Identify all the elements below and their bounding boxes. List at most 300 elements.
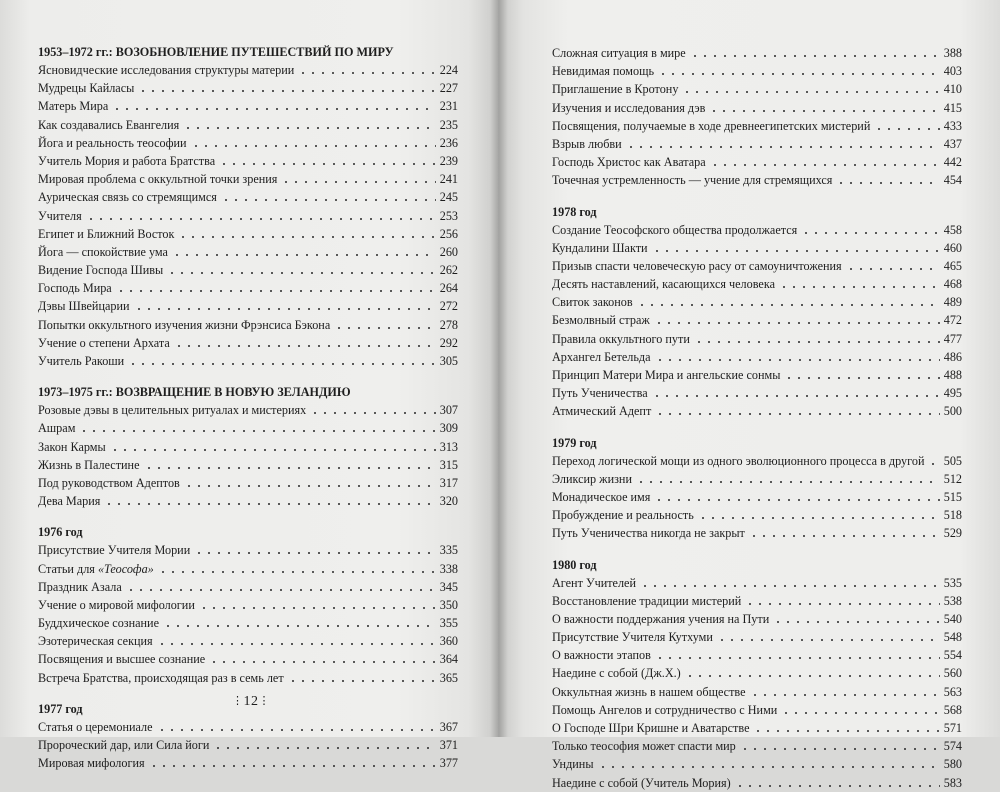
dot-leader [773, 611, 939, 623]
toc-entry-title-text: Под руководством Адептов [38, 475, 180, 490]
toc-entry-page: 278 [439, 317, 458, 332]
dot-leader [183, 117, 436, 129]
toc-entry-title-text: Ундины [552, 757, 594, 772]
toc-entry [38, 279, 458, 297]
toc-entry-page: 345 [439, 579, 458, 594]
dot-leader [694, 331, 940, 343]
toc-entry-title [552, 701, 777, 719]
toc-entry-title [38, 152, 215, 170]
toc-entry [552, 330, 962, 348]
toc-entry-title [552, 330, 690, 348]
toc-entry-title [38, 474, 180, 492]
toc-entry-page: 580 [943, 757, 962, 772]
toc-entry-title-text: Свиток законов [552, 295, 633, 310]
toc-entry-page: 371 [439, 738, 458, 752]
toc-entry [38, 596, 458, 614]
toc-entry [552, 610, 962, 628]
toc-entry-page: 500 [943, 404, 962, 419]
toc-entry-title [38, 438, 106, 456]
dot-leader [221, 189, 436, 201]
section-gap [552, 190, 962, 204]
dot-leader [654, 312, 940, 324]
dot-leader [112, 98, 435, 110]
toc-entry-title [38, 578, 122, 596]
toc-entry-page: 495 [943, 386, 962, 401]
dot-leader [209, 651, 436, 663]
toc-entry-title-text: Приглашение в Кротону [552, 82, 679, 97]
toc-entry-page: 320 [439, 494, 458, 509]
toc-entry-page: 305 [439, 354, 458, 368]
toc-entry-page: 442 [943, 155, 962, 170]
toc-entry-title [552, 628, 713, 646]
toc-entry-page: 241 [439, 172, 458, 187]
toc-entry-title-text: Десять наставлений, касающихся человека [552, 277, 775, 292]
toc-entry-title [552, 62, 654, 80]
dot-leader [740, 738, 940, 750]
toc-entry [38, 456, 458, 474]
dot-leader [658, 63, 940, 75]
toc-entry-page: 548 [943, 630, 962, 645]
toc-entry-title-text: Как создавались Евангелия [38, 117, 180, 132]
dot-leader [654, 489, 939, 501]
toc-entry-title-text: Посвящения, получаемые в ходе древнеегипетских мистерий [552, 118, 871, 133]
toc-entry-title-text: Попытки оккультного изучения жизни Фрэнсиса Бэкона [38, 317, 331, 332]
toc-entry-title [552, 348, 651, 366]
toc-entry-title-text: Сложная ситуация в мире [552, 46, 686, 60]
toc-entry-page: 317 [439, 475, 458, 490]
dot-leader [636, 471, 940, 483]
toc-entry-page: 253 [439, 208, 458, 223]
toc-entry [552, 348, 962, 366]
dot-leader [750, 684, 940, 696]
toc-entry-title-text: Правила оккультного пути [552, 331, 690, 346]
toc-entry [38, 560, 458, 578]
toc-entry-page: 292 [439, 335, 458, 350]
dot-leader [874, 118, 939, 130]
toc-entry-title-text: Мудрецы Кайласы [38, 81, 135, 96]
toc-entry-title-text: Пробуждение и реальность [552, 508, 694, 523]
dot-leader [128, 353, 436, 365]
toc-entry [38, 352, 458, 370]
toc-entry-title [38, 170, 277, 188]
toc-entry [38, 261, 458, 279]
toc-entry [552, 293, 962, 311]
toc-entry-page: 540 [943, 611, 962, 626]
dot-leader [104, 493, 435, 505]
toc-entry [552, 99, 962, 117]
toc-entry-title [552, 755, 594, 773]
toc-entry [552, 171, 962, 189]
toc-entry-title-text: Эзотерическая секция [38, 634, 153, 649]
toc-entry [552, 701, 962, 719]
toc-entry-title-text: Агент Учителей [552, 575, 636, 590]
toc-entry-page: 364 [439, 652, 458, 667]
toc-entry [38, 419, 458, 437]
toc-entry-title-text: Учение о степени Архата [38, 335, 170, 350]
toc-entry-title [38, 669, 284, 687]
dot-leader [749, 525, 940, 537]
toc-entry-title-text: Пророческий дар, или Сила йоги [38, 738, 210, 752]
dot-leader [784, 367, 939, 379]
dot-leader [298, 62, 435, 74]
dot-leader [334, 317, 435, 329]
toc-entry-title-text: Учитель Ракоши [38, 354, 125, 368]
toc-entry-page: 538 [943, 593, 962, 608]
toc-entry-page: 315 [439, 457, 458, 472]
toc-entry-page: 571 [943, 721, 962, 735]
toc-entry [38, 718, 458, 736]
toc-entry [38, 632, 458, 650]
toc-entry-title [552, 719, 749, 737]
dot-leader [745, 593, 939, 605]
toc-entry-page: 360 [439, 634, 458, 649]
dot-leader [199, 597, 436, 609]
toc-entry-page: 515 [943, 489, 962, 504]
toc-entry-title-text: Архангел Бетельда [552, 349, 651, 364]
folio-ornament-left: ⋮ [232, 695, 244, 707]
toc-entry-title-text: Изучения и исследования дэв [552, 100, 706, 115]
toc-entry [552, 719, 962, 737]
toc-entry-page: 560 [943, 666, 962, 681]
toc-entry-title [38, 79, 134, 97]
toc-entry-title [552, 402, 651, 420]
toc-entry [38, 207, 458, 225]
dot-leader [110, 439, 436, 451]
toc-entry-title-text: Оккультная жизнь в нашем обществе [552, 684, 746, 699]
toc-entry [552, 135, 962, 153]
toc-entry-title-text: Мировая проблема с оккультной точки зрения [38, 172, 278, 187]
toc-entry-page: 488 [943, 368, 962, 382]
toc-entry-title [38, 297, 130, 315]
toc-entry-title-text: Закон Кармы [38, 439, 106, 454]
toc-entry [552, 774, 962, 792]
toc-entry-title-text: Учитель Мория и работа Братства [38, 153, 216, 168]
toc-entry-title [38, 61, 294, 79]
toc-entry-title [38, 492, 100, 510]
toc-entry-page: 454 [943, 173, 962, 188]
toc-entry-title-text: Египет и Ближний Восток [38, 226, 175, 241]
toc-entry-title [38, 650, 205, 668]
toc-entry [552, 44, 962, 62]
dot-leader [652, 240, 940, 252]
toc-entry-title [552, 311, 650, 329]
toc-entry-title [38, 225, 174, 243]
toc-entry [552, 62, 962, 80]
toc-entry-page: 335 [439, 543, 458, 558]
dot-leader [172, 244, 436, 256]
toc-entry-title-text: Монадическое имя [552, 489, 651, 504]
toc-entry-title [552, 737, 736, 755]
toc-entry-title [38, 352, 124, 370]
toc-entry-title-text: Помощь Ангелов и сотрудничество с Ними [552, 702, 778, 717]
toc-entry [38, 754, 458, 772]
dot-leader [655, 349, 940, 361]
left-page [0, 0, 498, 771]
toc-entry-page: 260 [439, 244, 458, 259]
toc-entry [38, 578, 458, 596]
toc-entry [38, 61, 458, 79]
dot-leader [144, 457, 436, 469]
toc-entry-page: 437 [943, 136, 962, 151]
toc-entry-title-text: Буддхическое сознание [38, 616, 159, 631]
dot-leader [698, 507, 940, 519]
toc-entry-title-text: Точечная устремленность — учение для стремящихся [552, 173, 833, 188]
section-heading: 1980 год [552, 557, 597, 572]
toc-entry [38, 152, 458, 170]
toc-entry-title [38, 614, 159, 632]
toc-entry-title-text: Присутствие Учителя Кутхуми [552, 630, 713, 645]
toc-entry [38, 79, 458, 97]
toc-entry-title [552, 44, 686, 62]
dot-leader [690, 45, 940, 57]
dot-leader [753, 720, 939, 732]
toc-entry-page: 355 [439, 616, 458, 631]
toc-entry-page: 236 [439, 135, 458, 150]
toc-entry-title-text: Статьи для [38, 561, 98, 576]
toc-entry-title [38, 207, 82, 225]
toc-entry [552, 366, 962, 384]
toc-entry [552, 737, 962, 755]
toc-entry [38, 541, 458, 559]
dot-leader [288, 670, 436, 682]
dot-leader [219, 153, 436, 165]
toc-entry-title-text: Только теософия может спасти мир [552, 739, 736, 754]
toc-entry [38, 614, 458, 632]
toc-entry [552, 117, 962, 135]
toc-entry [38, 334, 458, 352]
dot-leader [116, 280, 436, 292]
toc-entry-page: 272 [439, 299, 458, 314]
toc-entry [552, 239, 962, 257]
toc-entry-page: 307 [439, 403, 458, 418]
toc-entry [552, 221, 962, 239]
toc-entry-title [38, 243, 168, 261]
dot-leader [779, 276, 940, 288]
toc-entry [38, 188, 458, 206]
toc-entry [38, 438, 458, 456]
toc-entry-title-text: Праздник Азала [38, 579, 122, 594]
toc-entry-title [552, 574, 636, 592]
toc-entry-page: 529 [943, 526, 962, 541]
dot-leader [158, 561, 436, 573]
toc-entry [552, 506, 962, 524]
toc-entry-page: 568 [943, 702, 962, 717]
dot-leader [836, 172, 939, 184]
toc-entry-title-text: О важности этапов [552, 648, 651, 663]
toc-entry-title [38, 456, 140, 474]
toc-entry-page: 535 [943, 575, 962, 590]
toc-entry-title [552, 524, 745, 542]
toc-entry-page: 489 [943, 295, 962, 310]
toc-entry [38, 401, 458, 419]
dot-leader [86, 208, 436, 220]
toc-entry-page: 472 [943, 313, 962, 328]
dot-leader [184, 475, 436, 487]
dot-leader [598, 756, 940, 768]
dot-leader [928, 453, 939, 465]
toc-entry [552, 452, 962, 470]
toc-entry-title-text: Безмолвный страж [552, 313, 650, 328]
toc-entry-title-text: Господь Мира [38, 281, 112, 296]
dot-leader [157, 719, 436, 731]
toc-entry-title-text: Посвящения и высшее сознание [38, 652, 206, 667]
toc-entry-page: 388 [943, 46, 962, 60]
toc-entry-page: 235 [439, 117, 458, 132]
dot-leader [178, 226, 435, 238]
toc-entry-page: 403 [943, 64, 962, 79]
toc-entry [38, 134, 458, 152]
toc-entry-title-text: Видение Господа Шивы [38, 263, 164, 278]
toc-entry-title [552, 488, 650, 506]
dot-leader [682, 81, 939, 93]
toc-entry-title-text: Путь Ученичества никогда не закрыт [552, 526, 745, 541]
toc-entry-title-text: Жизнь в Палестине [38, 457, 140, 472]
dot-leader [126, 579, 436, 591]
toc-entry-page: 410 [943, 82, 962, 97]
section-heading: 1979 год [552, 435, 597, 450]
section-gap [38, 510, 458, 524]
toc-entry-page: 377 [439, 756, 458, 771]
toc-entry-title [552, 221, 797, 239]
toc-entry [552, 153, 962, 171]
toc-entry-page: 465 [943, 258, 962, 273]
toc-entry-title-text: Атмический Адепт [552, 404, 652, 419]
section-heading: 1977 год [38, 701, 83, 716]
toc-entry-page: 460 [943, 240, 962, 255]
section-gap [38, 370, 458, 384]
toc-entry-page: 313 [439, 439, 458, 454]
toc-entry-title [38, 261, 163, 279]
toc-entry [38, 474, 458, 492]
page-number [232, 694, 270, 710]
toc-entry-page: 574 [943, 739, 962, 754]
dot-leader [138, 80, 435, 92]
toc-entry-page: 468 [943, 277, 962, 292]
toc-entry [552, 592, 962, 610]
toc-entry-title [552, 610, 769, 628]
toc-entry-title-text: Господь Христос как Аватара [552, 155, 706, 170]
dot-leader [174, 335, 436, 347]
toc-entry-title-text: Принцип Матери Мира и ангельские сонмы [552, 368, 781, 382]
toc-entry-title [38, 401, 306, 419]
toc-entry [552, 646, 962, 664]
dot-leader [685, 665, 940, 677]
toc-entry [552, 470, 962, 488]
dot-leader [213, 737, 435, 749]
toc-entry-title [38, 596, 195, 614]
toc-entry-page: 309 [439, 421, 458, 436]
toc-entry-title [38, 541, 190, 559]
toc-entry-title-text: Дэвы Швейцарии [38, 299, 130, 314]
toc-entry-page: 231 [439, 99, 458, 114]
toc-entry-title [552, 506, 694, 524]
toc-entry-title [38, 560, 154, 578]
toc-entry-page: 338 [439, 561, 458, 576]
toc-entry-page: 433 [943, 118, 962, 133]
toc-entry-title-text: Призыв спасти человеческую расу от самоуничтожения [552, 258, 842, 273]
section-heading: 1978 год [552, 204, 597, 219]
toc-entry-title-text: Путь Ученичества [552, 386, 648, 401]
toc-entry [38, 650, 458, 668]
toc-entry-page: 458 [943, 222, 962, 237]
toc-entry [552, 628, 962, 646]
toc-entry-page: 365 [439, 670, 458, 685]
toc-entry-title [38, 334, 170, 352]
toc-entry [38, 492, 458, 510]
dot-leader [710, 154, 940, 166]
toc-entry-title [552, 664, 681, 682]
toc-entry-page: 505 [943, 453, 962, 468]
toc-entry-title [38, 718, 153, 736]
toc-entry [552, 311, 962, 329]
toc-entry [552, 488, 962, 506]
toc-entry-title [552, 366, 780, 384]
dot-leader [655, 403, 939, 415]
toc-entry-title-text: Переход логической мощи из одного эволюционного процесса в другой [552, 453, 925, 468]
toc-entry-title-text: Восстановление традиции мистерий [552, 593, 742, 608]
toc-entry-page: 367 [439, 719, 458, 734]
toc-entry-page: 415 [943, 100, 962, 115]
toc-entry-page: 256 [439, 226, 458, 241]
toc-entry [552, 402, 962, 420]
dot-leader [149, 755, 436, 767]
toc-entry-title [552, 99, 705, 117]
page-number-value: 12 [243, 694, 259, 709]
toc-entry-title [552, 239, 648, 257]
toc-entry [38, 170, 458, 188]
dot-leader [191, 135, 436, 147]
toc-entry-title [552, 153, 706, 171]
toc-entry-title [552, 257, 842, 275]
toc-entry-title-text: Учителя [38, 208, 82, 223]
toc-entry-page: 512 [943, 471, 962, 486]
toc-entry-title-text: Йога — спокойствие ума [38, 244, 168, 259]
dot-leader [626, 136, 940, 148]
toc-entry-title [552, 117, 870, 135]
toc-entry-page: 350 [439, 597, 458, 612]
dot-leader [79, 420, 435, 432]
dot-leader [194, 542, 436, 554]
dot-leader [637, 294, 940, 306]
toc-entry-page: 245 [439, 190, 458, 205]
section-heading: 1976 год [38, 525, 83, 540]
toc-entry [38, 225, 458, 243]
dot-leader [801, 222, 939, 234]
toc-entry-title [552, 774, 731, 792]
section-heading: 1953–1972 гг.: ВОЗОБНОВЛЕНИЕ ПУТЕШЕСТВИЙ ПО МИРУ [38, 45, 394, 59]
toc-entry-title [38, 316, 330, 334]
toc-entry-page: 264 [439, 281, 458, 296]
toc-entry-title-text: Мировая мифология [38, 756, 145, 771]
toc-entry [38, 97, 458, 115]
toc-entry-title [552, 135, 622, 153]
toc-entry [38, 736, 458, 754]
toc-entry-title-text: Йога и реальность теософии [38, 135, 187, 150]
toc-entry-page: 563 [943, 684, 962, 699]
toc-entry-title [552, 171, 832, 189]
dot-leader [281, 171, 435, 183]
toc-entry-title [552, 80, 678, 98]
toc-entry-title-text: Ясновидческие исследования структуры материи [38, 63, 295, 77]
toc-entry-title-text: О Господе Шри Кришне и Аватарстве [552, 721, 750, 735]
toc-entry-title [38, 736, 209, 754]
toc-entry-title-text: Статья о церемониале [38, 719, 153, 734]
toc-entry-title [38, 188, 217, 206]
toc-entry-title-text: Розовые дэвы в целительных ритуалах и мистериях [38, 403, 307, 418]
toc-entry-title-text: Эликсир жизни [552, 471, 632, 486]
toc-entry-title [552, 592, 741, 610]
toc-entry-title [552, 646, 651, 664]
